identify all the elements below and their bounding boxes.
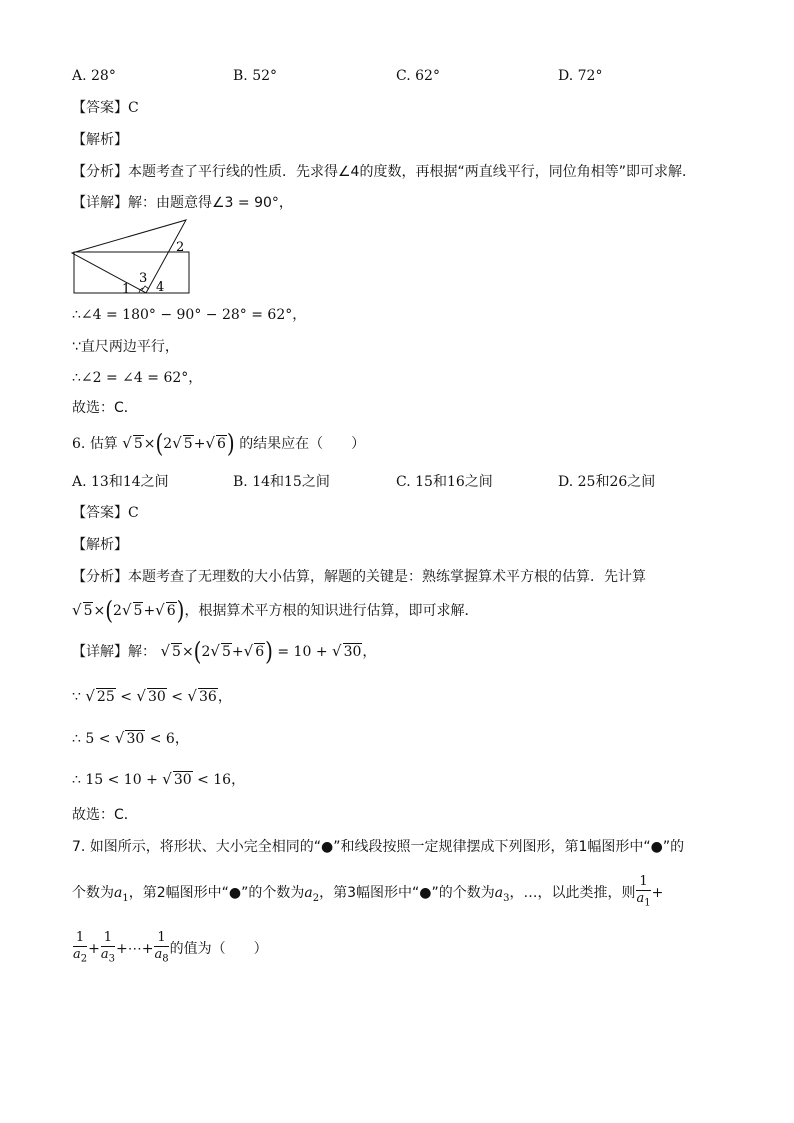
q6-stem: 6. 估算 √ 5×(2√ 5+√ 6) 的结果应在（ ） [72, 428, 366, 458]
q6-step2: ∴ 5 < √ 30 < 6， [72, 729, 189, 747]
frac-1-a3: $\frac{1}{a_3}$ [100, 930, 116, 965]
q5-conclusion: 故选：C． [72, 400, 138, 416]
frac-1-a8: $\frac{1}{a_8}$ [154, 930, 169, 965]
q5-option-d: D. 72° [558, 68, 603, 84]
q5-analysis-heading: 【解析】 [72, 132, 128, 148]
q6-option-b: B. 14和15之间 [233, 474, 330, 490]
q6-fenxi-line1: 【分析】本题考查了无理数的大小估算，解题的关键是：熟练掌握算术平方根的估算．先计算 [72, 569, 646, 585]
q6-fenxi-line2: √ 5×(2√ 5+√ 6)，根据算术平方根的知识进行估算，即可求解． [72, 595, 479, 625]
q7-stem-line3: $\frac{1}{a_2}$ + $\frac{1}{a_3}$ +⋯+ $\frac{1}{a_8}$ 的值为（ ） [72, 930, 268, 968]
q6-conclusion: 故选：C． [72, 807, 138, 823]
label-4: 4 [156, 280, 165, 295]
q6-analysis-heading: 【解析】 [72, 537, 128, 553]
q5-option-c: C. 62° [396, 68, 440, 84]
q5-option-a: A. 28° [72, 68, 116, 84]
label-2: 2 [176, 240, 185, 255]
q5-step2: ∵直尺两边平行， [72, 339, 179, 355]
q7-stem-line1: 7. 如图所示，将形状、大小完全相同的“●”和线段按照一定规律摆成下列图形，第1幅图形中“●”的 [72, 839, 685, 855]
label-1: 1 [122, 282, 131, 296]
q5-answer: 【答案】C [72, 100, 139, 116]
q6-expression: √ 5×(2√ 5+√ 6) [122, 428, 235, 458]
q6-answer: 【答案】C [72, 505, 139, 521]
frac-1-a2: $\frac{1}{a_2}$ [73, 930, 88, 965]
q5-xiangjie: 【详解】解：由题意得∠3 = 90°， [72, 195, 293, 211]
frac-1-a1: $\frac{1}{a_1}$ [636, 874, 651, 909]
q5-step3: ∴∠2 = ∠4 = 62°， [72, 370, 203, 386]
q5-fenxi: 【分析】本题考查了平行线的性质．先求得∠4的度数，再根据“两直线平行，同位角相等”即可求解． [72, 164, 696, 180]
q6-step3: ∴ 15 < 10 + √ 30 < 16， [72, 770, 246, 788]
q6-xiangjie: 【详解】解： √ 5×(2√ 5+√ 6) = 10 + √ 30， [72, 636, 377, 666]
q7-stem-line2: 个数为$a_1$，第2幅图形中“●”的个数为$a_2$，第3幅图形中“●”的个数为$a_3$，…，以此类推，则 $\frac{1}{a_1}$ + [72, 874, 663, 918]
q6-option-d: D. 25和26之间 [558, 474, 656, 490]
q6-option-a: A. 13和14之间 [72, 474, 169, 490]
label-3: 3 [139, 271, 148, 286]
q6-option-c: C. 15和16之间 [396, 474, 493, 490]
q6-step1: ∵ √ 25 < √ 30 < √ 36， [72, 687, 232, 705]
q5-option-b: B. 52° [233, 68, 278, 84]
ruler-triangle-figure [70, 216, 194, 296]
ruler-rectangle [74, 252, 189, 293]
q5-step1: ∴∠4 = 180° − 90° − 28° = 62°， [72, 307, 307, 323]
